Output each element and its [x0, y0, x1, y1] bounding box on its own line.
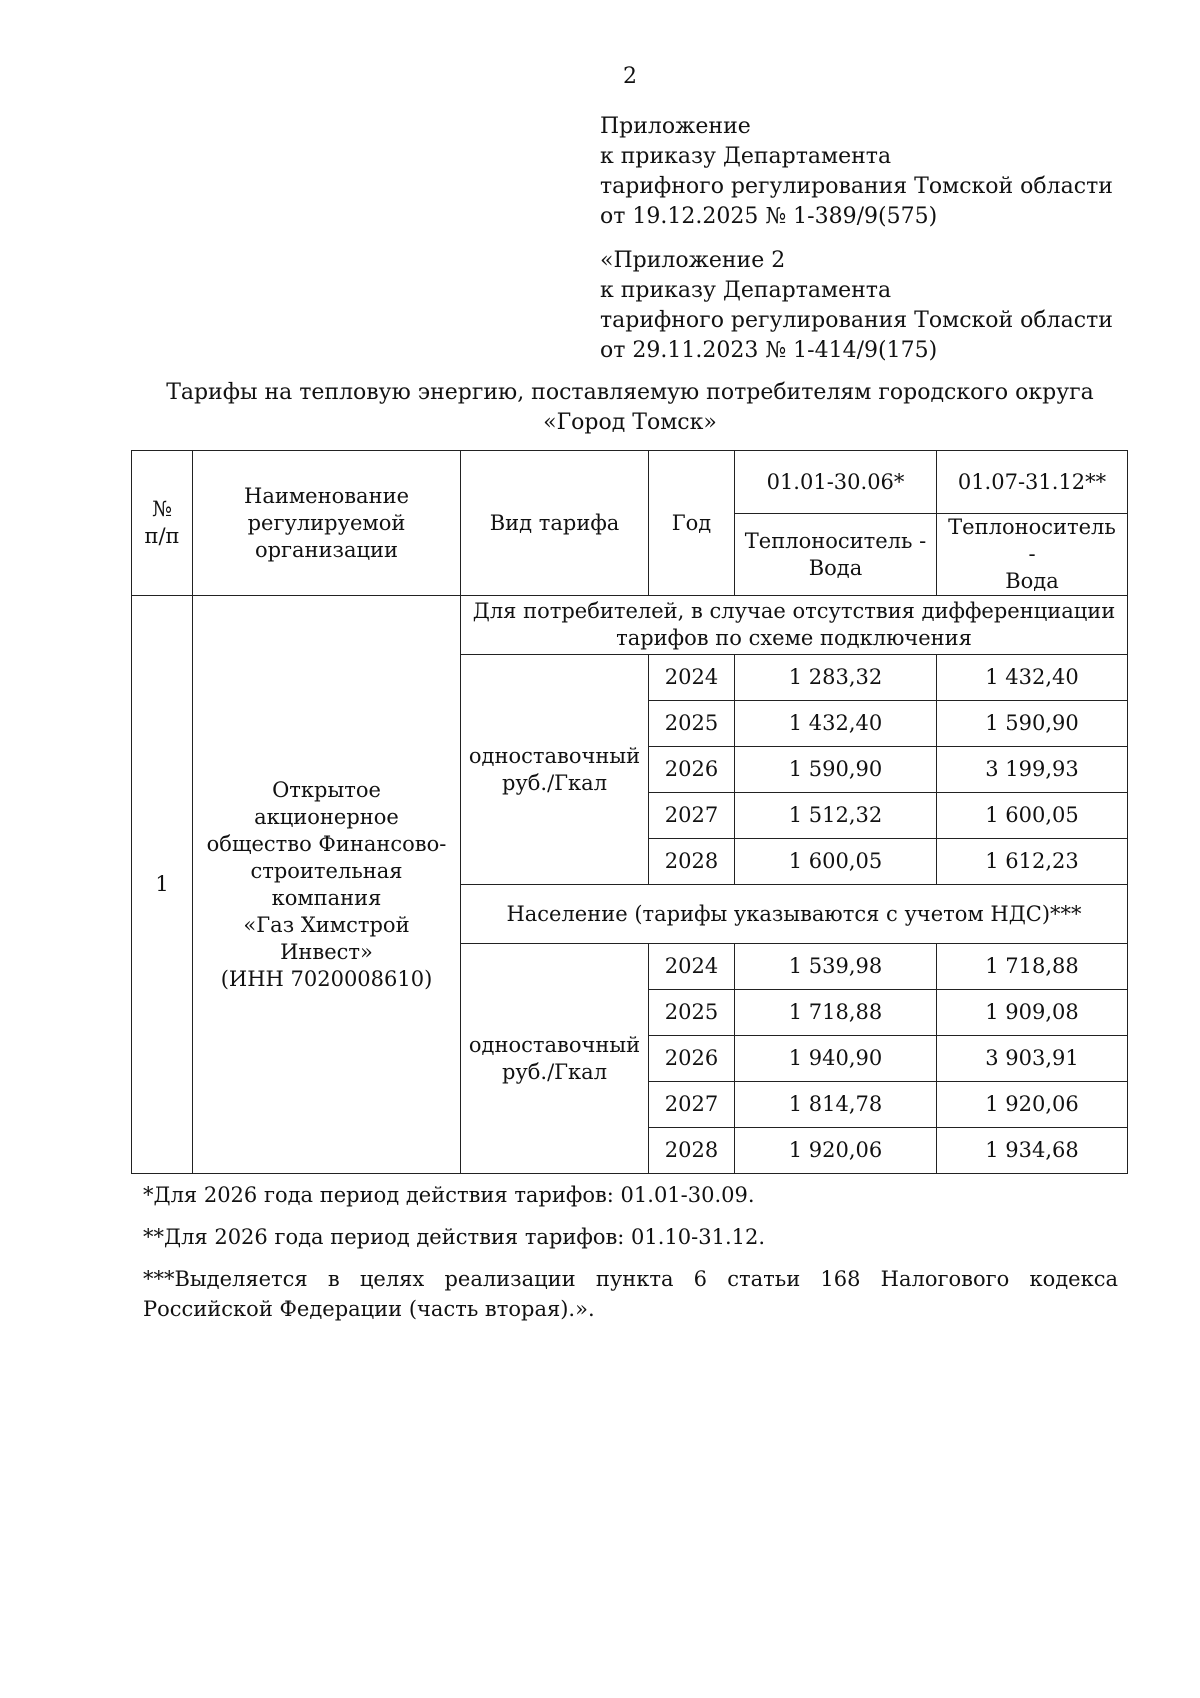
document-title — [132, 378, 1128, 438]
title-line: «Город Томск» — [543, 410, 717, 435]
tariff-value: 1 590,90 — [937, 701, 1128, 747]
tariff-value: 1 940,90 — [735, 1036, 937, 1082]
tariff-value: 1 718,88 — [735, 990, 937, 1036]
appendix-line: к приказу Департамента — [600, 144, 892, 169]
organization-name: Открытое акционерное общество Финансово- строительная компания «Газ Химстрой Инвест» (ИНН 7020008610) — [193, 596, 461, 1174]
appendix-line: от 19.12.2025 № 1-389/9(575) — [600, 204, 938, 229]
year-cell: 2024 — [649, 655, 735, 701]
tariff-value: 1 920,06 — [735, 1128, 937, 1174]
appendix-line: тарифного регулирования Томской области — [600, 174, 1113, 199]
section-title: Для потребителей, в случае отсутствия дифференциации тарифов по схеме подключения — [461, 596, 1128, 655]
appendix-line: к приказу Департамента — [600, 278, 892, 303]
tariff-value: 1 590,90 — [735, 747, 937, 793]
tariff-value: 1 512,32 — [735, 793, 937, 839]
title-line: Тарифы на тепловую энергию, поставляемую потребителям городского округа — [166, 380, 1094, 405]
tariff-value: 1 600,05 — [735, 839, 937, 885]
appendix-line: «Приложение 2 — [600, 248, 786, 273]
header-tariff-type: Вид тарифа — [461, 451, 649, 596]
tariff-value: 1 432,40 — [937, 655, 1128, 701]
appendix-line: от 29.11.2023 № 1-414/9(175) — [600, 338, 938, 363]
tariff-value: 3 199,93 — [937, 747, 1128, 793]
section-title: Население (тарифы указываются с учетом НДС)*** — [461, 885, 1128, 944]
tariff-type: одноставочный руб./Гкал — [461, 655, 649, 885]
year-cell: 2028 — [649, 1128, 735, 1174]
header-organization: Наименование регулируемой организации — [193, 451, 461, 596]
row-number: 1 — [132, 596, 193, 1174]
tariff-value: 1 718,88 — [937, 944, 1128, 990]
tariff-value: 1 814,78 — [735, 1082, 937, 1128]
tariff-value: 3 903,91 — [937, 1036, 1128, 1082]
year-cell: 2027 — [649, 1082, 735, 1128]
header-period-1: 01.01-30.06* — [735, 451, 937, 514]
appendix-line: тарифного регулирования Томской области — [600, 308, 1113, 333]
year-cell: 2024 — [649, 944, 735, 990]
appendix-line: Приложение — [600, 114, 751, 139]
footnote: **Для 2026 года период действия тарифов: 01.10-31.12. — [143, 1225, 766, 1249]
year-cell: 2027 — [649, 793, 735, 839]
tariff-value: 1 612,23 — [937, 839, 1128, 885]
tariff-type: одноставочный руб./Гкал — [461, 944, 649, 1174]
footnote: *Для 2026 года период действия тарифов: 01.01-30.09. — [143, 1183, 755, 1207]
header-carrier-1: Теплоноситель - Вода — [735, 514, 937, 596]
header-row — [132, 451, 1128, 514]
section-row — [132, 596, 1128, 655]
page-number: 2 — [623, 64, 637, 89]
tariff-value: 1 920,06 — [937, 1082, 1128, 1128]
tariff-value: 1 600,05 — [937, 793, 1128, 839]
header-carrier-2: Теплоноситель - Вода — [937, 514, 1128, 596]
tariff-value: 1 432,40 — [735, 701, 937, 747]
header-year: Год — [649, 451, 735, 596]
year-cell: 2028 — [649, 839, 735, 885]
header-number: № п/п — [132, 451, 193, 596]
year-cell: 2026 — [649, 747, 735, 793]
header-period-2: 01.07-31.12** — [937, 451, 1128, 514]
year-cell: 2025 — [649, 701, 735, 747]
year-cell: 2026 — [649, 1036, 735, 1082]
tariff-table — [131, 450, 1128, 1174]
year-cell: 2025 — [649, 990, 735, 1036]
tariff-value: 1 909,08 — [937, 990, 1128, 1036]
tariff-value: 1 283,32 — [735, 655, 937, 701]
footnote: ***Выделяется в целях реализации пункта 6 статьи 168 Налогового кодекса Российской Федерации (часть вторая).». — [143, 1267, 1118, 1321]
amended-appendix-reference — [600, 246, 1120, 366]
tariff-value: 1 934,68 — [937, 1128, 1128, 1174]
appendix-reference — [600, 112, 1120, 232]
footnotes — [143, 1180, 1118, 1336]
tariff-value: 1 539,98 — [735, 944, 937, 990]
